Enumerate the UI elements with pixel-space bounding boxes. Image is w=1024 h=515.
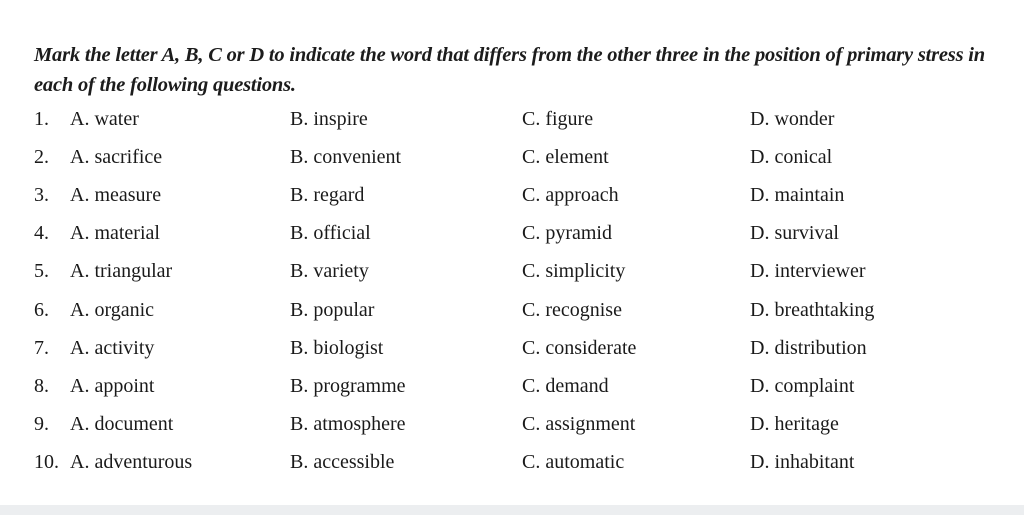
- option-a: A. adventurous: [70, 451, 193, 474]
- instruction-text: Mark the letter A, B, C or D to indicate the word that differs from the other three in the position of primary stress in each of the following questions.: [34, 44, 985, 96]
- question-number: 5.: [34, 260, 49, 283]
- option-b: B. convenient: [290, 145, 402, 168]
- question-row: [34, 444, 994, 482]
- option-a: A. sacrifice: [70, 145, 163, 168]
- option-b: B. accessible: [290, 451, 395, 474]
- option-c: C. recognise: [522, 298, 622, 321]
- option-c: C. considerate: [522, 336, 637, 359]
- question-row: [34, 176, 994, 214]
- option-a: A. water: [70, 107, 139, 130]
- question-row: [34, 291, 994, 329]
- question-number: 10.: [34, 451, 59, 474]
- question-row: [34, 100, 994, 138]
- option-d: D. maintain: [750, 183, 845, 206]
- option-b: B. biologist: [290, 336, 384, 359]
- option-b: B. atmosphere: [290, 413, 406, 436]
- question-number: 7.: [34, 336, 49, 359]
- option-c: C. simplicity: [522, 260, 626, 283]
- option-b: B. regard: [290, 183, 365, 206]
- option-d: D. conical: [750, 145, 833, 168]
- option-a: A. measure: [70, 183, 162, 206]
- question-row: [34, 329, 994, 367]
- option-b: B. inspire: [290, 107, 368, 130]
- option-d: D. heritage: [750, 413, 839, 436]
- question-number: 2.: [34, 145, 49, 168]
- option-a: A. appoint: [70, 374, 155, 397]
- option-a: A. triangular: [70, 260, 173, 283]
- question-number: 1.: [34, 107, 49, 130]
- option-d: D. breathtaking: [750, 298, 875, 321]
- option-d: D. wonder: [750, 107, 835, 130]
- option-c: C. figure: [522, 107, 594, 130]
- option-c: C. automatic: [522, 451, 625, 474]
- question-number: 8.: [34, 374, 49, 397]
- option-a: A. organic: [70, 298, 155, 321]
- question-number: 6.: [34, 298, 49, 321]
- option-b: B. popular: [290, 298, 375, 321]
- question-row: [34, 138, 994, 176]
- option-c: C. element: [522, 145, 609, 168]
- option-b: B. variety: [290, 260, 369, 283]
- option-c: C. demand: [522, 374, 609, 397]
- option-a: A. material: [70, 222, 160, 245]
- questions-table: [34, 100, 994, 482]
- bottom-divider: [0, 505, 1024, 515]
- option-b: B. programme: [290, 374, 406, 397]
- option-c: C. approach: [522, 183, 619, 206]
- question-row: [34, 367, 994, 405]
- option-a: A. document: [70, 413, 174, 436]
- option-d: D. interviewer: [750, 260, 866, 283]
- option-c: C. pyramid: [522, 222, 612, 245]
- question-row: [34, 215, 994, 253]
- option-d: D. inhabitant: [750, 451, 855, 474]
- question-number: 9.: [34, 413, 49, 436]
- questions-list: [34, 100, 994, 482]
- option-b: B. official: [290, 222, 371, 245]
- question-number: 4.: [34, 222, 49, 245]
- question-number: 3.: [34, 183, 49, 206]
- option-d: D. complaint: [750, 374, 855, 397]
- option-d: D. survival: [750, 222, 839, 245]
- option-c: C. assignment: [522, 413, 636, 436]
- question-row: [34, 406, 994, 444]
- option-d: D. distribution: [750, 336, 867, 359]
- option-a: A. activity: [70, 336, 155, 359]
- question-row: [34, 253, 994, 291]
